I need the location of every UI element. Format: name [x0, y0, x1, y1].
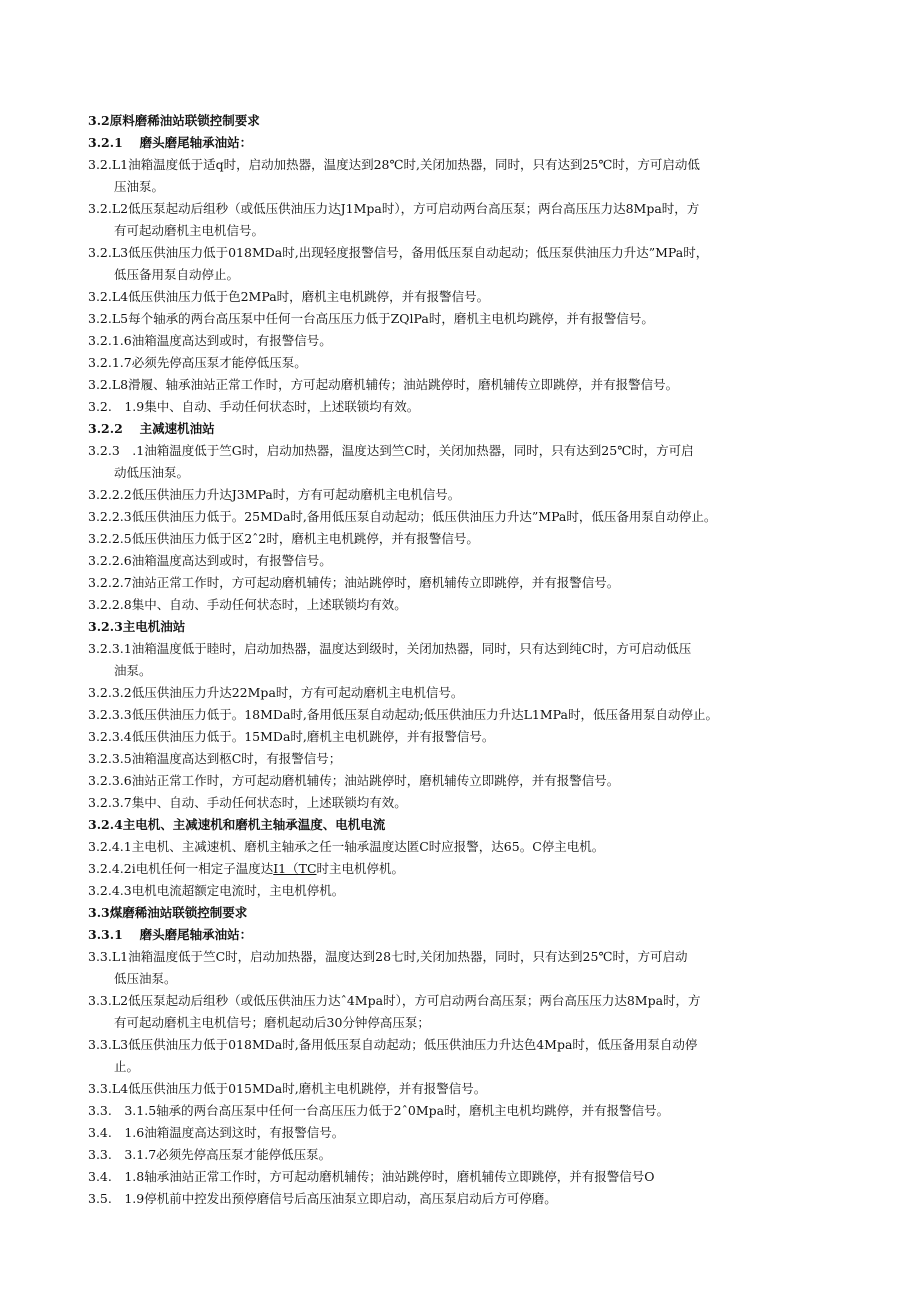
text-line [88, 550, 868, 572]
text-line-continuation [88, 660, 868, 682]
text-line [88, 528, 868, 550]
line-text: 3.2.1.6油箱温度高达到或时，有报警信号。 [88, 333, 332, 348]
text-line [88, 484, 868, 506]
section-heading [88, 616, 868, 638]
text-line [88, 572, 868, 594]
line-text: 3.2.L4低压供油压力低于色2MPa时，磨机主电机跳停，并有报警信号。 [88, 289, 490, 304]
text-line-continuation [88, 220, 868, 242]
document-body [88, 110, 868, 1210]
text-line [88, 1188, 868, 1210]
line-text-tail: 时主电机停机。 [316, 861, 405, 876]
line-text: 3.2.L5每个轴承的两台高压泵中任何一台高压压力低于ZQlPa时，磨机主电机均跳停，并有报警信号。 [88, 311, 654, 326]
text-line [88, 1122, 868, 1144]
line-text: 油泵。 [114, 663, 152, 678]
text-line [88, 330, 868, 352]
text-line [88, 198, 868, 220]
text-line [88, 770, 868, 792]
line-text: 3.2.L3低压供油压力低于018MDa时,出现轻度报警信号，备用低压泵自动起动；低压泵供油压力升达”MPa时， [88, 245, 709, 260]
line-text: 3.2.3.2低压供油压力升达22Mpa时，方有可起动磨机主电机信号。 [88, 685, 464, 700]
line-text: 3.2.3.5油箱温度高达到柩C时，有报警信号； [88, 751, 342, 766]
line-text: 3.2.3.6油站正常工作时，方可起动磨机辅传；油站跳停时，磨机辅传立即跳停，并有报警信号。 [88, 773, 620, 788]
line-text: 3.3.L2低压泵起动后组秒（或低压供油压力达ˆ4Mpa时），方可启动两台高压泵；两台高压压力达8Mpa时，方 [88, 993, 701, 1008]
text-line-continuation [88, 264, 868, 286]
line-text: 3.2.L2低压泵起动后组秒（或低压供油压力达J1Mpa时），方可启动两台高压泵；两台高压压力达8Mpa时，方 [88, 201, 700, 216]
line-text: 压油泵。 [114, 179, 165, 194]
text-line [88, 682, 868, 704]
text-line [88, 858, 868, 880]
line-text: 3.2. 1.9集中、自动、手动任何状态时，上述联锁均有效。 [88, 399, 420, 414]
text-line [88, 946, 868, 968]
line-text: 3.5. 1.9停机前中控发出预停磨信号后高压油泵立即启动，高压泵启动后方可停磨。 [88, 1191, 557, 1206]
text-line [88, 1100, 868, 1122]
line-text: 3.2.4.1主电机、主减速机、磨机主轴承之任一轴承温度达匿C时应报警，达65。C停主电机。 [88, 839, 605, 854]
line-text: 有可起动磨机主电机信号；磨机起动后30分钟停高压泵； [114, 1015, 430, 1030]
text-line [88, 836, 868, 858]
text-line [88, 748, 868, 770]
line-text: 3.2.1.7必须先停高压泵才能停低压泵。 [88, 355, 307, 370]
line-text: 3.2.3 .1油箱温度低于竺G时，启动加热器，温度达到竺C时，关闭加热器，同时，只有达到25℃时，方可启 [88, 443, 694, 458]
line-text: 3.2.3主电机油站 [88, 619, 186, 634]
line-text: 有可起动磨机主电机信号。 [114, 223, 265, 238]
underlined-text: I1（TC [273, 861, 317, 876]
line-text: 3.2.2.2低压供油压力升达J3MPa时，方有可起动磨机主电机信号。 [88, 487, 461, 502]
section-heading [88, 924, 868, 946]
text-line-continuation [88, 968, 868, 990]
text-line [88, 990, 868, 1012]
line-text: 3.3.L1油箱温度低于竺C时，启动加热器，温度达到28七时,关闭加热器，同时，只有达到25℃时，方可启动 [88, 949, 688, 964]
line-text: 3.2.2.7油站正常工作时，方可起动磨机辅传；油站跳停时，磨机辅传立即跳停，并有报警信号。 [88, 575, 620, 590]
text-line-continuation [88, 1012, 868, 1034]
line-text: 3.2.4.2i电机任何一相定子温度达 [88, 861, 274, 876]
line-text: 3.3.L4低压供油压力低于015MDa时,磨机主电机跳停，并有报警信号。 [88, 1081, 487, 1096]
line-text: 3.2.2.6油箱温度高达到或时，有报警信号。 [88, 553, 332, 568]
text-line-continuation [88, 1056, 868, 1078]
line-text: 3.2.2 主减速机油站 [88, 421, 215, 436]
text-line [88, 286, 868, 308]
line-text: 3.2.3.1油箱温度低于睦时，启动加热器，温度达到级时，关闭加热器，同时，只有达到纯C时，方可启动低压 [88, 641, 692, 656]
text-line [88, 374, 868, 396]
section-heading [88, 132, 868, 154]
text-line [88, 308, 868, 330]
line-text: 3.3.L3低压供油压力低于018MDa时,备用低压泵自动起动；低压供油压力升达色4Mpa时，低压备用泵自动停 [88, 1037, 698, 1052]
line-text: 止。 [114, 1059, 140, 1074]
line-text: 3.2.3.3低压供油压力低于。18MDa时,备用低压泵自动起动;低压供油压力升达L1MPa时，低压备用泵自动停止。 [88, 707, 718, 722]
line-text: 3.2.2.3低压供油压力低于。25MDa时,备用低压泵自动起动；低压供油压力升达”MPa时，低压备用泵自动停止。 [88, 509, 717, 524]
line-text: 3.2.2.8集中、自动、手动任何状态时，上述联锁均有效。 [88, 597, 407, 612]
line-text: 3.3. 3.1.5轴承的两台高压泵中任何一台高压压力低于2ˆ0Mpa时，磨机主电机均跳停，并有报警信号。 [88, 1103, 670, 1118]
text-line-continuation [88, 462, 868, 484]
text-line [88, 1078, 868, 1100]
text-line [88, 396, 868, 418]
line-text: 3.2原料磨稀油站联锁控制要求 [88, 113, 260, 128]
text-line [88, 1034, 868, 1056]
text-line [88, 1166, 868, 1188]
line-text: 3.4. 1.6油箱温度高达到这时，有报警信号。 [88, 1125, 345, 1140]
line-text: 3.2.3.4低压供油压力低于。15MDa时,磨机主电机跳停，并有报警信号。 [88, 729, 495, 744]
section-heading [88, 814, 868, 836]
text-line-continuation [88, 176, 868, 198]
text-line [88, 352, 868, 374]
line-text: 低压备用泵自动停止。 [114, 267, 240, 282]
line-text: 3.3.1 磨头磨尾轴承油站： [88, 927, 253, 942]
line-text: 3.2.L8滑履、轴承油站正常工作时，方可起动磨机辅传；油站跳停时，磨机辅传立即跳停，并有报警信号。 [88, 377, 679, 392]
text-line [88, 594, 868, 616]
text-line [88, 242, 868, 264]
section-heading [88, 902, 868, 924]
section-heading [88, 110, 868, 132]
line-text: 3.4. 1.8轴承油站正常工作时，方可起动磨机辅传；油站跳停时，磨机辅传立即跳停，并有报警信号O [88, 1169, 655, 1184]
line-text: 3.2.1 磨头磨尾轴承油站： [88, 135, 253, 150]
text-line [88, 792, 868, 814]
text-line [88, 440, 868, 462]
text-line [88, 726, 868, 748]
line-text: 3.3煤磨稀油站联锁控制要求 [88, 905, 248, 920]
text-line [88, 638, 868, 660]
line-text: 低压油泵。 [114, 971, 177, 986]
text-line [88, 1144, 868, 1166]
section-heading [88, 418, 868, 440]
line-text: 动低压油泵。 [114, 465, 190, 480]
text-line [88, 154, 868, 176]
text-line [88, 506, 868, 528]
text-line [88, 880, 868, 902]
text-line [88, 704, 868, 726]
line-text: 3.2.4主电机、主减速机和磨机主轴承温度、电机电流 [88, 817, 386, 832]
line-text: 3.2.2.5低压供油压力低于区2ˆ2时，磨机主电机跳停，并有报警信号。 [88, 531, 479, 546]
line-text: 3.2.3.7集中、自动、手动任何状态时，上述联锁均有效。 [88, 795, 407, 810]
line-text: 3.2.4.3电机电流超额定电流时，主电机停机。 [88, 883, 345, 898]
line-text: 3.2.L1油箱温度低于适q时，启动加热器，温度达到28℃时,关闭加热器，同时，只有达到25℃时，方可启动低 [88, 157, 700, 172]
line-text: 3.3. 3.1.7必须先停高压泵才能停低压泵。 [88, 1147, 332, 1162]
